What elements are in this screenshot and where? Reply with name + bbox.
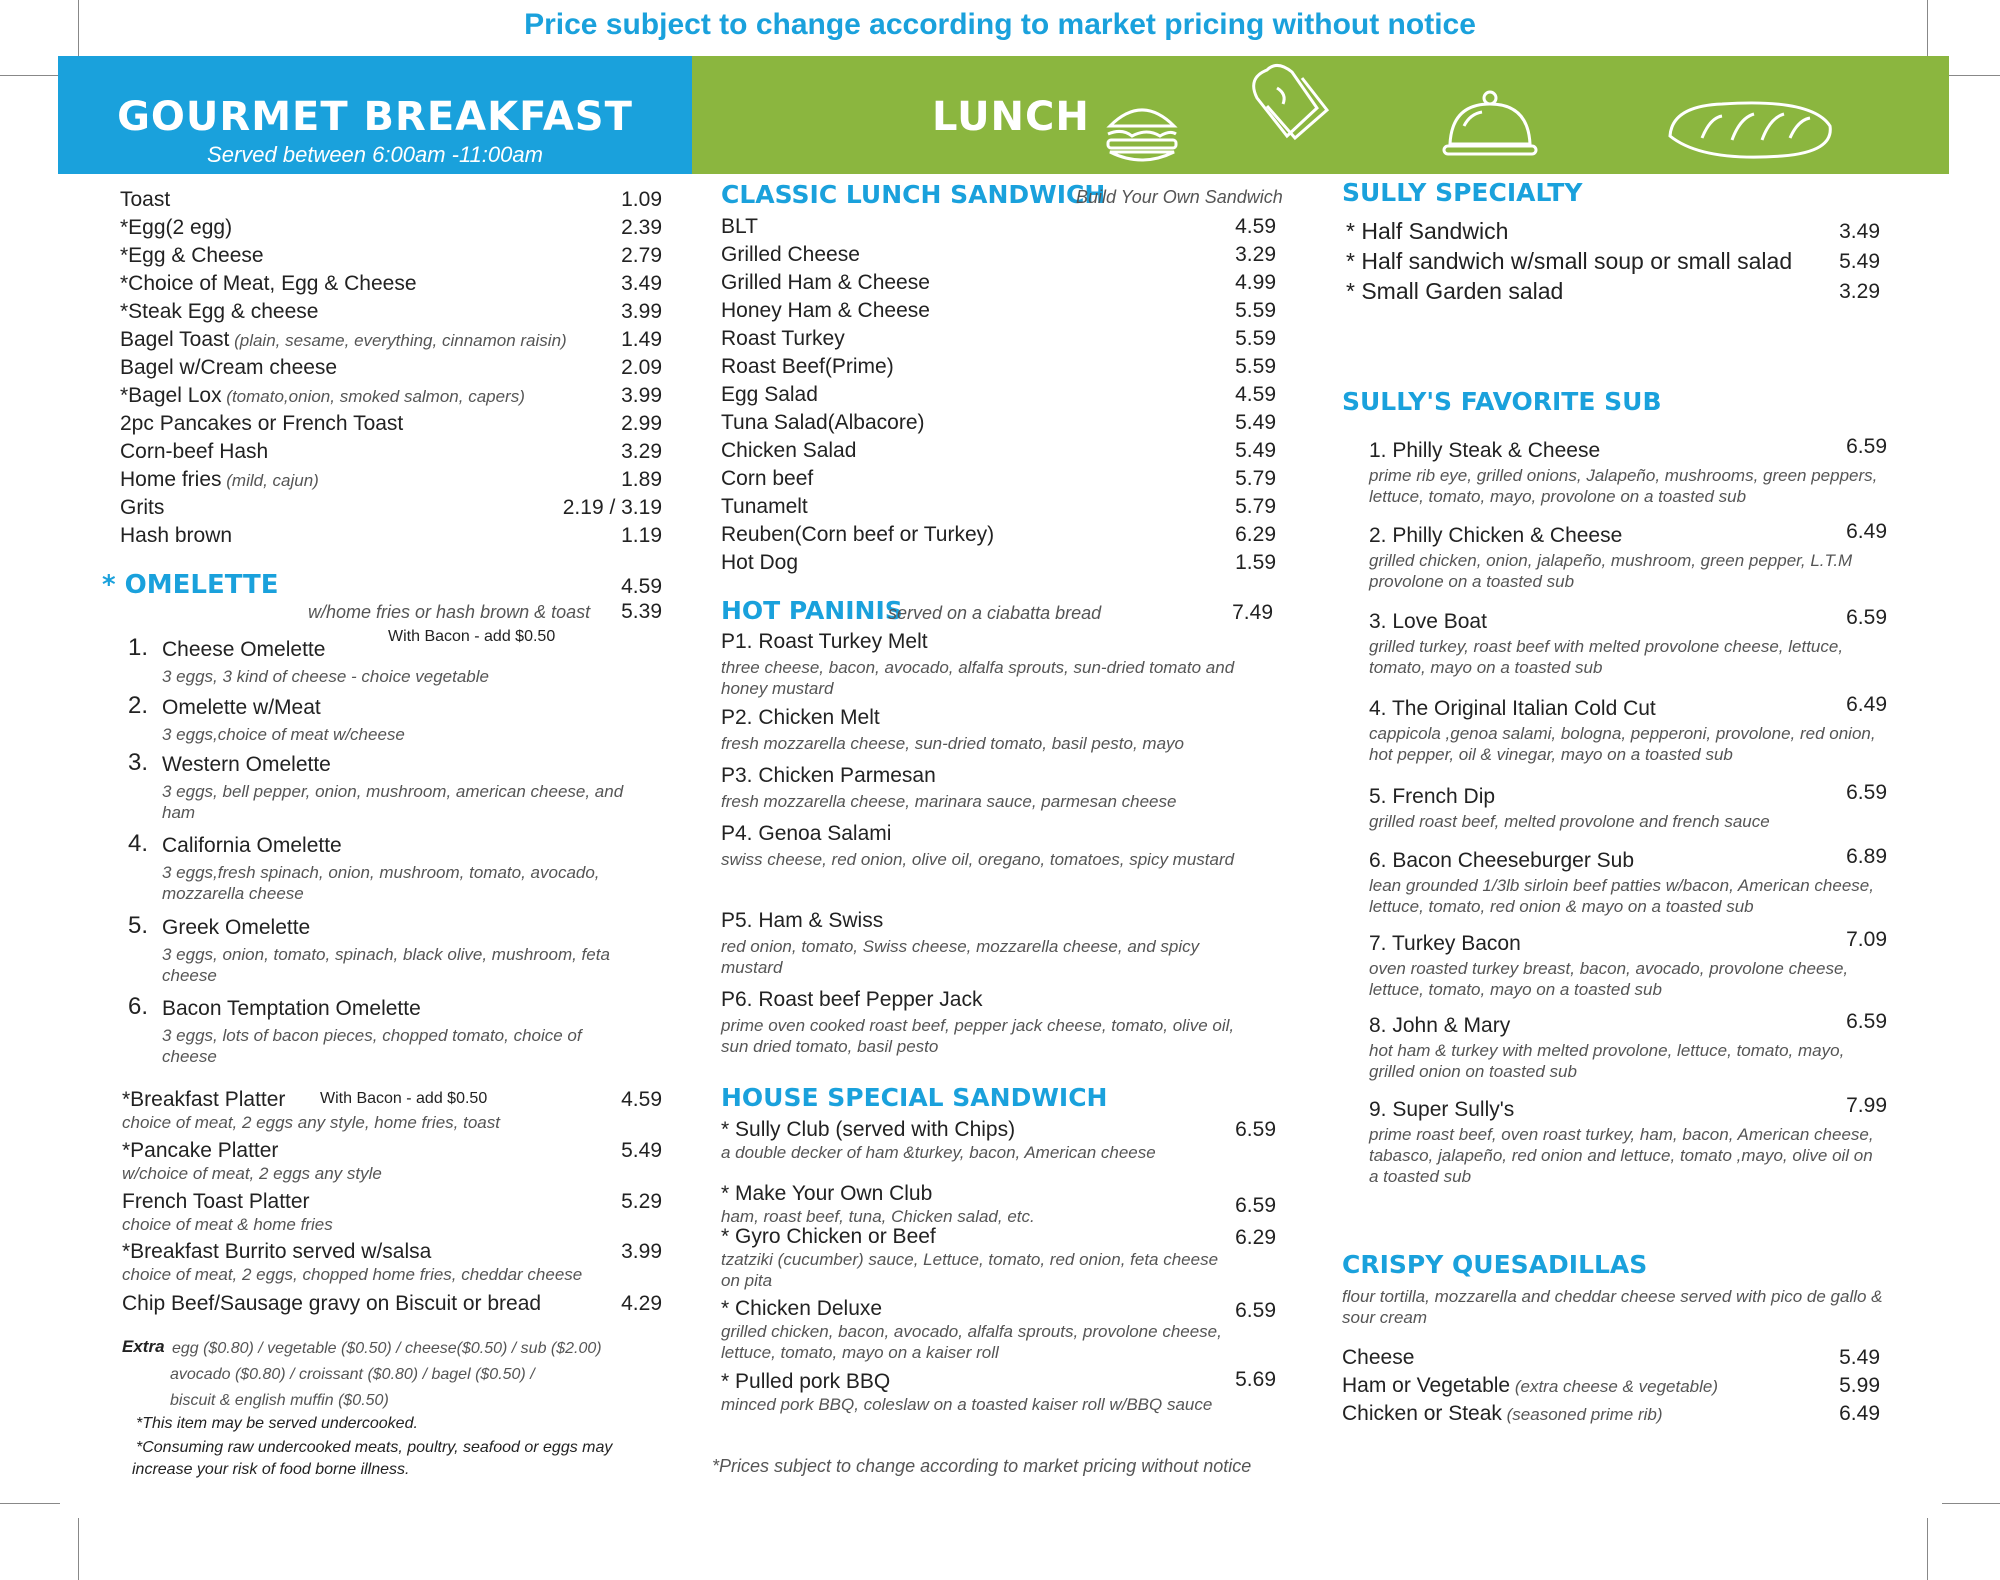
house-item: * Chicken Deluxe: [721, 1297, 883, 1320]
omelette-title: * OMELETTE: [102, 570, 279, 600]
item-price: 2.39: [621, 216, 662, 239]
sub-name: 1. Philly Steak & Cheese: [1369, 439, 1601, 462]
crop-mark: [1927, 1518, 1928, 1580]
item-name: *Choice of Meat, Egg & Cheese: [120, 272, 417, 295]
panini-desc: swiss cheese, red onion, olive oil, oregano, tomatoes, spicy mustard: [721, 850, 1235, 869]
price-notice: Price subject to change according to market pricing without notice: [524, 8, 1476, 41]
specialty-item: * Small Garden salad: [1346, 278, 1564, 304]
omelette-number: 1.: [128, 634, 149, 661]
house-price: 6.29: [1235, 1226, 1276, 1249]
classic-item: Grilled Ham & Cheese: [721, 271, 930, 294]
quesadilla-price: 6.49: [1839, 1402, 1880, 1425]
crop-mark: [1942, 1503, 2000, 1504]
sub-desc: prime roast beef, oven roast turkey, ham, bacon, American cheese, tabasco, jalapeño, red onion and lettuce, tomato ,mayo, olive oil on a toasted sub: [1369, 1125, 1874, 1186]
burger-icon: [1102, 96, 1182, 166]
house-price: 6.59: [1235, 1194, 1276, 1217]
item-price: 2.09: [621, 356, 662, 379]
item-price: 1.09: [621, 188, 662, 211]
panini-desc: fresh mozzarella cheese, sun-dried tomato, basil pesto, mayo: [721, 734, 1185, 753]
sub-price: 7.09: [1846, 928, 1887, 951]
omelette-desc: 3 eggs, 3 kind of cheese - choice vegetable: [162, 667, 489, 686]
item-price: 3.99: [621, 384, 662, 407]
omelette-desc: 3 eggs, bell pepper, onion, mushroom, american cheese, and ham: [162, 782, 624, 822]
footnote: increase your risk of food borne illness.: [132, 1461, 410, 1478]
house-price: 6.59: [1235, 1299, 1276, 1322]
sub-name: 7. Turkey Bacon: [1369, 932, 1521, 955]
footnote: *Consuming raw undercooked meats, poultry, seafood or eggs may: [136, 1439, 613, 1456]
classic-price: 4.99: [1235, 271, 1276, 294]
omelette-desc: 3 eggs,choice of meat w/cheese: [162, 725, 405, 744]
breakfast-item: [120, 524, 232, 548]
extra-line: avocado ($0.80) / croissant ($0.80) / bagel ($0.50) /: [170, 1366, 535, 1383]
crop-mark: [0, 75, 60, 76]
item-name: Cheese: [1342, 1346, 1415, 1369]
sub-name: 6. Bacon Cheeseburger Sub: [1369, 849, 1635, 872]
house-price: 6.59: [1235, 1118, 1276, 1141]
omelette-desc: 3 eggs, lots of bacon pieces, chopped tomato, choice of cheese: [162, 1026, 582, 1066]
item-note: (plain, sesame, everything, cinnamon raisin): [229, 331, 567, 350]
footnote: *This item may be served undercooked.: [136, 1415, 418, 1432]
classic-title: CLASSIC LUNCH SANDWICH: [721, 180, 1106, 209]
classic-price: 5.79: [1235, 495, 1276, 518]
house-title: HOUSE SPECIAL SANDWICH: [721, 1083, 1108, 1112]
platter-name: *Pancake Platter: [122, 1139, 279, 1162]
sub-price: 6.59: [1846, 606, 1887, 629]
breakfast-item: [120, 412, 403, 436]
breakfast-item: [120, 244, 264, 268]
panini-desc: prime oven cooked roast beef, pepper jack cheese, tomato, olive oil, sun dried tomato, basil pesto: [721, 1016, 1235, 1056]
sub-desc: hot ham & turkey with melted provolone, lettuce, tomato, mayo, grilled onion on toasted sub: [1369, 1041, 1845, 1081]
item-name: Bagel w/Cream cheese: [120, 356, 338, 379]
sub-price: 6.49: [1846, 520, 1887, 543]
panini-name: P3. Chicken Parmesan: [721, 764, 936, 787]
item-price: 1.89: [621, 468, 662, 491]
panini-desc: red onion, tomato, Swiss cheese, mozzarella cheese, and spicy mustard: [721, 937, 1200, 977]
platter-desc: choice of meat, 2 eggs any style, home fries, toast: [122, 1113, 500, 1132]
classic-item: Corn beef: [721, 467, 814, 490]
item-name: *Egg(2 egg): [120, 216, 233, 239]
house-desc: a double decker of ham &turkey, bacon, American cheese: [721, 1143, 1156, 1162]
specialty-item: * Half Sandwich: [1346, 218, 1509, 244]
omelette-price: 4.59: [621, 575, 662, 598]
omelette-number: 4.: [128, 830, 149, 857]
breakfast-item: [120, 328, 567, 352]
house-item: * Gyro Chicken or Beef: [721, 1225, 936, 1248]
classic-item: Grilled Cheese: [721, 243, 860, 266]
breakfast-subtitle: Served between 6:00am -11:00am: [207, 142, 543, 167]
classic-item: Egg Salad: [721, 383, 818, 406]
omelette-name: Western Omelette: [162, 753, 331, 776]
classic-price: 5.59: [1235, 327, 1276, 350]
omelette-number: 6.: [128, 993, 149, 1020]
panini-name: P1. Roast Turkey Melt: [721, 630, 928, 653]
bread-icon: [1662, 96, 1837, 162]
item-note: (mild, cajun): [221, 471, 319, 490]
panini-desc: fresh mozzarella cheese, marinara sauce, parmesan cheese: [721, 792, 1177, 811]
omelette-name: Greek Omelette: [162, 916, 311, 939]
panini-name: P5. Ham & Swiss: [721, 909, 884, 932]
crop-mark: [1942, 75, 2000, 76]
quesadilla-item: [1342, 1374, 1718, 1398]
classic-price: 6.29: [1235, 523, 1276, 546]
classic-price: 5.49: [1235, 439, 1276, 462]
breakfast-item: [120, 384, 525, 408]
extra-label: Extra: [122, 1337, 165, 1356]
cloche-icon: [1440, 86, 1540, 166]
sub-desc: cappicola ,genoa salami, bologna, pepperoni, provolone, red onion, hot pepper, oil & vinegar, mayo on a toasted sub: [1369, 724, 1876, 764]
specialty-item: * Half sandwich w/small soup or small salad: [1346, 248, 1793, 274]
paninis-subtitle: served on a ciabatta bread: [888, 603, 1102, 623]
breakfast-item: [120, 300, 318, 324]
item-price: 1.49: [621, 328, 662, 351]
platter-name: Chip Beef/Sausage gravy on Biscuit or bread: [122, 1292, 542, 1315]
classic-subtitle: Build Your Own Sandwich: [1076, 187, 1283, 207]
sub-desc: grilled chicken, onion, jalapeño, mushroom, green pepper, L.T.M provolone on a toasted sub: [1369, 551, 1853, 591]
omelette-name: Bacon Temptation Omelette: [162, 997, 421, 1020]
platter-name: *Breakfast Burrito served w/salsa: [122, 1240, 432, 1263]
breakfast-item: [120, 440, 268, 464]
panini-name: P6. Roast beef Pepper Jack: [721, 988, 983, 1011]
item-name: Ham or Vegetable: [1342, 1374, 1511, 1397]
extra-line: biscuit & english muffin ($0.50): [170, 1392, 389, 1409]
breakfast-item: [120, 496, 164, 520]
subs-title: SULLY'S FAVORITE SUB: [1342, 387, 1662, 416]
platter-desc: w/choice of meat, 2 eggs any style: [122, 1164, 382, 1183]
platter-price: 5.49: [621, 1139, 662, 1162]
specialty-price: 5.49: [1839, 250, 1880, 273]
sub-desc: grilled turkey, roast beef with melted provolone cheese, lettuce, tomato, mayo on a toasted sub: [1369, 637, 1844, 677]
classic-price: 5.79: [1235, 467, 1276, 490]
platter-extra: With Bacon - add $0.50: [320, 1090, 488, 1107]
house-desc: tzatziki (cucumber) sauce, Lettuce, tomato, red onion, feta cheese on pita: [721, 1250, 1219, 1290]
sub-price: 6.59: [1846, 435, 1887, 458]
breakfast-item: [120, 468, 319, 492]
item-name: *Steak Egg & cheese: [120, 300, 319, 323]
classic-item: Honey Ham & Cheese: [721, 299, 930, 322]
breakfast-item: [120, 272, 417, 296]
item-name: Corn-beef Hash: [120, 440, 269, 463]
sub-desc: lean grounded 1/3lb sirloin beef patties w/bacon, American cheese, lettuce, tomato, red onion & mayo on a toasted sub: [1369, 876, 1874, 916]
sub-name: 8. John & Mary: [1369, 1014, 1511, 1037]
omelette-desc: 3 eggs, onion, tomato, spinach, black olive, mushroom, feta cheese: [162, 945, 610, 985]
item-name: *Egg & Cheese: [120, 244, 264, 267]
classic-item: BLT: [721, 215, 758, 238]
item-name: Home fries: [120, 468, 222, 491]
item-name: Grits: [120, 496, 165, 519]
quesadillas-title: CRISPY QUESADILLAS: [1342, 1250, 1648, 1279]
classic-item: Tuna Salad(Albacore): [721, 411, 925, 434]
platter-price: 3.99: [621, 1240, 662, 1263]
sub-name: 5. French Dip: [1369, 785, 1496, 808]
specialty-price: 3.49: [1839, 220, 1880, 243]
omelette-desc: 3 eggs,fresh spinach, onion, mushroom, tomato, avocado, mozzarella cheese: [162, 863, 600, 903]
panini-desc: three cheese, bacon, avocado, alfalfa sprouts, sun-dried tomato and honey mustard: [721, 658, 1235, 698]
classic-item: Roast Beef(Prime): [721, 355, 894, 378]
omelette-name: Omelette w/Meat: [162, 696, 321, 719]
crop-mark: [0, 1503, 60, 1504]
item-note: (tomato,onion, smoked salmon, capers): [221, 387, 525, 406]
omelette-sub-price: 5.39: [621, 600, 662, 623]
item-name: Chicken or Steak: [1342, 1402, 1502, 1425]
item-name: Toast: [120, 188, 171, 211]
lunch-header: [692, 56, 1949, 174]
classic-item: Chicken Salad: [721, 439, 857, 462]
sub-name: 9. Super Sully's: [1369, 1098, 1515, 1121]
item-name: Bagel Toast: [120, 328, 230, 351]
item-name: 2pc Pancakes or French Toast: [120, 412, 404, 435]
bacon-note: With Bacon - add $0.50: [388, 628, 556, 645]
house-desc: ham, roast beef, tuna, Chicken salad, etc.: [721, 1207, 1035, 1226]
quesadilla-price: 5.99: [1839, 1374, 1880, 1397]
classic-price: 5.59: [1235, 299, 1276, 322]
classic-item: Hot Dog: [721, 551, 799, 574]
sub-desc: oven roasted turkey breast, bacon, avocado, provolone cheese, lettuce, tomato, mayo on a toasted sub: [1369, 959, 1849, 999]
item-price: 2.79: [621, 244, 662, 267]
breakfast-item: [120, 356, 337, 380]
item-price: 1.19: [621, 524, 662, 547]
classic-price: 1.59: [1235, 551, 1276, 574]
classic-item: Reuben(Corn beef or Turkey): [721, 523, 995, 546]
omelette-name: Cheese Omelette: [162, 638, 326, 661]
lunch-footnote: *Prices subject to change according to market pricing without notice: [712, 1456, 1252, 1476]
item-name: Hash brown: [120, 524, 233, 547]
classic-item: Roast Turkey: [721, 327, 845, 350]
sub-desc: prime rib eye, grilled onions, Jalapeño, mushrooms, green peppers, lettuce, tomato, mayo, provolone on a toasted sub: [1369, 466, 1878, 506]
classic-price: 4.59: [1235, 215, 1276, 238]
quesadillas-desc: flour tortilla, mozzarella and cheddar cheese served with pico de gallo & sour cream: [1342, 1287, 1883, 1327]
lunch-title: LUNCH: [932, 94, 1090, 140]
quesadilla-price: 5.49: [1839, 1346, 1880, 1369]
sub-name: 2. Philly Chicken & Cheese: [1369, 524, 1623, 547]
platter-name: *Breakfast Platter: [122, 1088, 286, 1111]
house-desc: minced pork BBQ, coleslaw on a toasted kaiser roll w/BBQ sauce: [721, 1395, 1213, 1414]
sub-desc: grilled roast beef, melted provolone and french sauce: [1369, 812, 1770, 831]
omelette-number: 3.: [128, 749, 149, 776]
panini-name: P2. Chicken Melt: [721, 706, 880, 729]
specialty-price: 3.29: [1839, 280, 1880, 303]
platter-name: French Toast Platter: [122, 1190, 310, 1213]
item-price: 2.99: [621, 412, 662, 435]
classic-price: 5.59: [1235, 355, 1276, 378]
quesadilla-item: [1342, 1402, 1663, 1426]
classic-price: 5.49: [1235, 411, 1276, 434]
omelette-name: California Omelette: [162, 834, 342, 857]
crop-mark: [78, 1518, 79, 1580]
platter-price: 4.29: [621, 1292, 662, 1315]
sub-name: 4. The Original Italian Cold Cut: [1369, 697, 1656, 720]
specialty-title: SULLY SPECIALTY: [1342, 178, 1583, 207]
paninis-title: HOT PANINIS: [721, 596, 903, 625]
item-price: 3.29: [621, 440, 662, 463]
house-item: * Sully Club (served with Chips): [721, 1118, 1016, 1141]
sub-name: 3. Love Boat: [1369, 610, 1487, 633]
classic-price: 4.59: [1235, 383, 1276, 406]
panini-name: P4. Genoa Salami: [721, 822, 892, 845]
sub-price: 6.59: [1846, 781, 1887, 804]
platter-price: 5.29: [621, 1190, 662, 1213]
breakfast-header: [58, 56, 692, 174]
house-desc: grilled chicken, bacon, avocado, alfalfa sprouts, provolone cheese, lettuce, tomato, mayo on a kaiser roll: [721, 1322, 1222, 1362]
omelette-sub-note: w/home fries or hash brown & toast: [308, 602, 591, 622]
item-price: 3.99: [621, 300, 662, 323]
platter-price: 4.59: [621, 1088, 662, 1111]
item-price: 2.19 / 3.19: [562, 496, 662, 519]
item-name: *Bagel Lox: [120, 384, 222, 407]
breakfast-item: [120, 216, 232, 240]
sub-price: 6.89: [1846, 845, 1887, 868]
paninis-price: 7.49: [1232, 601, 1273, 624]
breakfast-title: GOURMET BREAKFAST: [117, 94, 633, 140]
sub-price: 6.59: [1846, 1010, 1887, 1033]
sandwich-icon: [1247, 58, 1337, 146]
house-price: 5.69: [1235, 1368, 1276, 1391]
sub-price: 6.49: [1846, 693, 1887, 716]
omelette-number: 2.: [128, 692, 149, 719]
item-note: (extra cheese & vegetable): [1510, 1377, 1719, 1396]
sub-price: 7.99: [1846, 1094, 1887, 1117]
item-note: (seasoned prime rib): [1501, 1405, 1663, 1424]
platter-desc: choice of meat, 2 eggs, chopped home fries, cheddar cheese: [122, 1265, 583, 1284]
house-item: * Make Your Own Club: [721, 1182, 933, 1205]
classic-price: 3.29: [1235, 243, 1276, 266]
quesadilla-item: [1342, 1346, 1414, 1370]
extra-line: egg ($0.80) / vegetable ($0.50) / cheese($0.50) / sub ($2.00): [172, 1340, 602, 1357]
item-price: 3.49: [621, 272, 662, 295]
classic-item: Tunamelt: [721, 495, 808, 518]
breakfast-item: [120, 188, 170, 212]
house-item: * Pulled pork BBQ: [721, 1370, 891, 1393]
platter-desc: choice of meat & home fries: [122, 1215, 333, 1234]
omelette-number: 5.: [128, 912, 149, 939]
